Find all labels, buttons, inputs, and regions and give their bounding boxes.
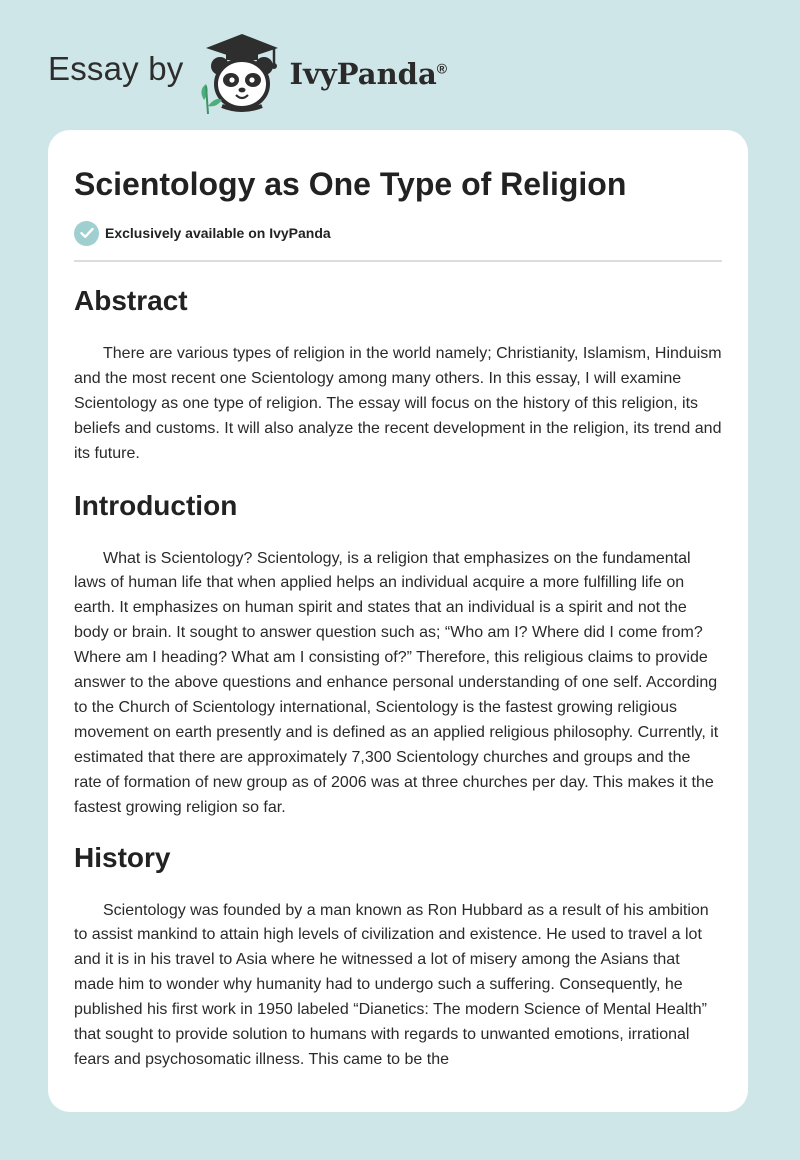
section-introduction: [74, 489, 722, 821]
essay-card: [48, 130, 748, 1112]
essay-title: Scientology as One Type of Religion: [74, 166, 627, 202]
section-heading: Introduction: [74, 489, 238, 521]
section-paragraph: Scientology was founded by a man known as Ron Hubbard as a result of his ambition to assist mankind to attain high levels of civilization and existence. He used to travel a lot and it is in his travel to Asia where he witnessed a lot of misery among the Asians that made him to wonder why humanity had to undergo such a suffering. Consequently, he published his first work in 1950 labeled “Dianetics: The modern Science of Mental Health” that sought to provide solution to humans with regards to unwanted emotions, irrational fears and psychosomatic illness. This came to be the: [74, 901, 709, 1068]
site-header: [48, 30, 447, 114]
title-divider: [74, 260, 722, 262]
section-history: [74, 841, 722, 1073]
exclusive-badge-text: Exclusively available on IvyPanda: [105, 225, 331, 241]
checkmark-icon: [74, 221, 99, 246]
brand-name-text: IvyPanda: [289, 57, 437, 91]
essay-by-label: Essay by: [48, 50, 184, 87]
exclusive-badge: [74, 220, 722, 246]
section-paragraph: What is Scientology? Scientology, is a religion that emphasizes on the fundamental laws of human life that when applied helps an individual acquire a more fulfilling life on earth. It emphasizes on human spirit and states that an individual is a spirit and not the body or brain. It sought to answer question such as; “Who am I? Where did I come from? Where am I heading? What am I consisting of?” Therefore, this religious claims to provide answer to the above questions and enhance personal understanding of one self. According to the Church of Scientology international, Scientology is the fastest growing religious movement on earth presently and is defined as an applied religious philosophy. Currently, it estimated that there are approximately 7,300 Scientology churches and groups and the rate of formation of new group as of 2006 was at three churches per day. This makes it the fastest growing religion so far.: [74, 549, 719, 816]
section-paragraph: There are various types of religion in the world namely; Christianity, Islamism, Hinduism and the most recent one Scientology among many others. In this essay, I will examine Scientology as one type of religion. The essay will focus on the history of this religion, its beliefs and customs. It will also analyze the recent development in the religion, its trend and its future.: [74, 345, 722, 462]
registered-mark: ®: [436, 60, 448, 77]
panda-mascot-icon[interactable]: [196, 30, 288, 114]
ivypanda-wordmark[interactable]: [290, 57, 448, 91]
section-heading: Abstract: [74, 285, 188, 316]
section-abstract: [74, 284, 722, 467]
section-heading: History: [74, 841, 171, 873]
